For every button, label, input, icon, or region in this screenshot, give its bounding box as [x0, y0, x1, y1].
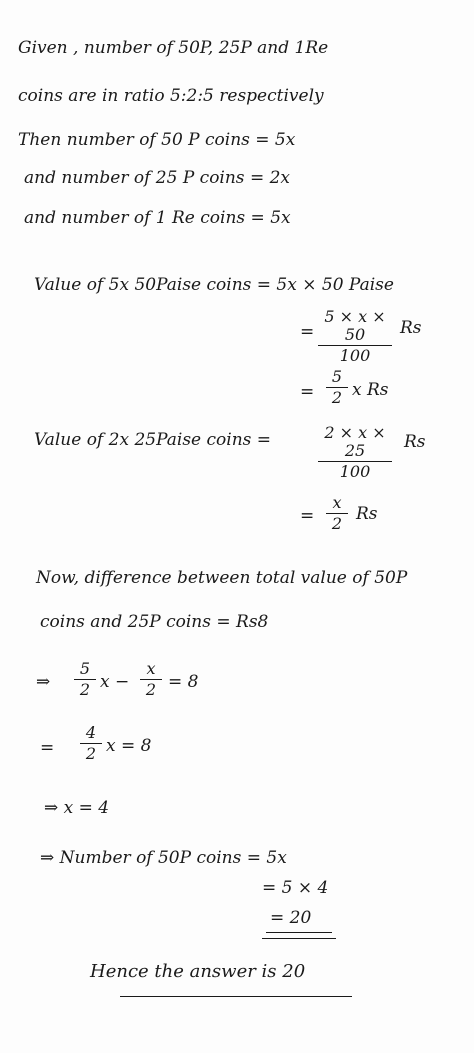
equation-step-1-fraction-a — [74, 660, 96, 699]
final-answer-line: Hence the answer is 20 — [90, 961, 306, 982]
solve-x-line: ⇒ x = 4 — [44, 798, 110, 818]
value-twenty-five-fraction-2 — [326, 494, 348, 533]
fraction-denominator: 100 — [339, 346, 371, 365]
fraction-denominator: 2 — [145, 680, 157, 699]
value-twenty-five-eq-2: = — [300, 506, 315, 526]
result-underline-1 — [266, 932, 332, 933]
equation-step-1-middle: x − — [100, 672, 130, 692]
fraction-denominator: 100 — [339, 462, 371, 481]
equation-step-1-fraction-b — [140, 660, 162, 699]
value-fifty-eq-2: = — [300, 382, 315, 402]
value-fifty-eq-1: = — [300, 322, 315, 342]
value-twenty-five-fraction-1 — [318, 424, 392, 481]
equation-step-1-result: = 8 — [168, 672, 199, 692]
equation-step-1-implies: ⇒ — [36, 672, 51, 692]
fraction-denominator: 2 — [79, 680, 91, 699]
fraction-numerator: x — [332, 493, 342, 512]
one-rupee-count-line: and number of 1 Re coins = 5x — [24, 208, 291, 228]
value-fifty-unit-1: Rs — [400, 318, 422, 338]
twenty-five-paise-count-line: and number of 25 P coins = 2x — [24, 168, 290, 188]
value-twenty-five-unit-1: Rs — [404, 432, 426, 452]
value-fifty-fraction-1 — [318, 308, 392, 365]
fraction-numerator: 5 — [331, 367, 343, 386]
value-fifty-fraction-2 — [326, 368, 348, 407]
given-line: Given , number of 50P, 25P and 1Re — [18, 38, 329, 58]
final-answer-underline — [120, 996, 352, 997]
fraction-numerator: 2 × x × 25 — [324, 423, 386, 460]
value-fifty-paise-line: Value of 5x 50Paise coins = 5x × 50 Paise — [34, 275, 394, 295]
equation-step-2-equals: = — [40, 738, 55, 758]
difference-line-1: Now, difference between total value of 50P — [36, 568, 408, 588]
result-underline-2 — [262, 938, 336, 939]
fifty-paise-count-line: Then number of 50 P coins = 5x — [18, 130, 296, 150]
fraction-numerator: x — [146, 659, 156, 678]
equation-step-2-fraction — [80, 724, 102, 763]
fraction-numerator: 5 × x × 50 — [324, 307, 386, 344]
substitution-line: = 5 × 4 — [262, 878, 329, 898]
fraction-denominator: 2 — [331, 514, 343, 533]
number-of-fifty-paise-coins-line: ⇒ Number of 50P coins = 5x — [40, 848, 287, 868]
fraction-denominator: 2 — [331, 388, 343, 407]
value-twenty-five-unit-2: Rs — [356, 504, 378, 524]
result-line: = 20 — [270, 908, 312, 928]
fraction-denominator: 2 — [85, 744, 97, 763]
fraction-numerator: 4 — [85, 723, 97, 742]
difference-line-2: coins and 25P coins = Rs8 — [40, 612, 269, 632]
value-fifty-unit-2: x Rs — [352, 380, 389, 400]
equation-step-2-result: x = 8 — [106, 736, 152, 756]
value-twenty-five-paise-line: Value of 2x 25Paise coins = — [34, 430, 272, 450]
ratio-line: coins are in ratio 5:2:5 respectively — [18, 86, 324, 106]
fraction-numerator: 5 — [79, 659, 91, 678]
